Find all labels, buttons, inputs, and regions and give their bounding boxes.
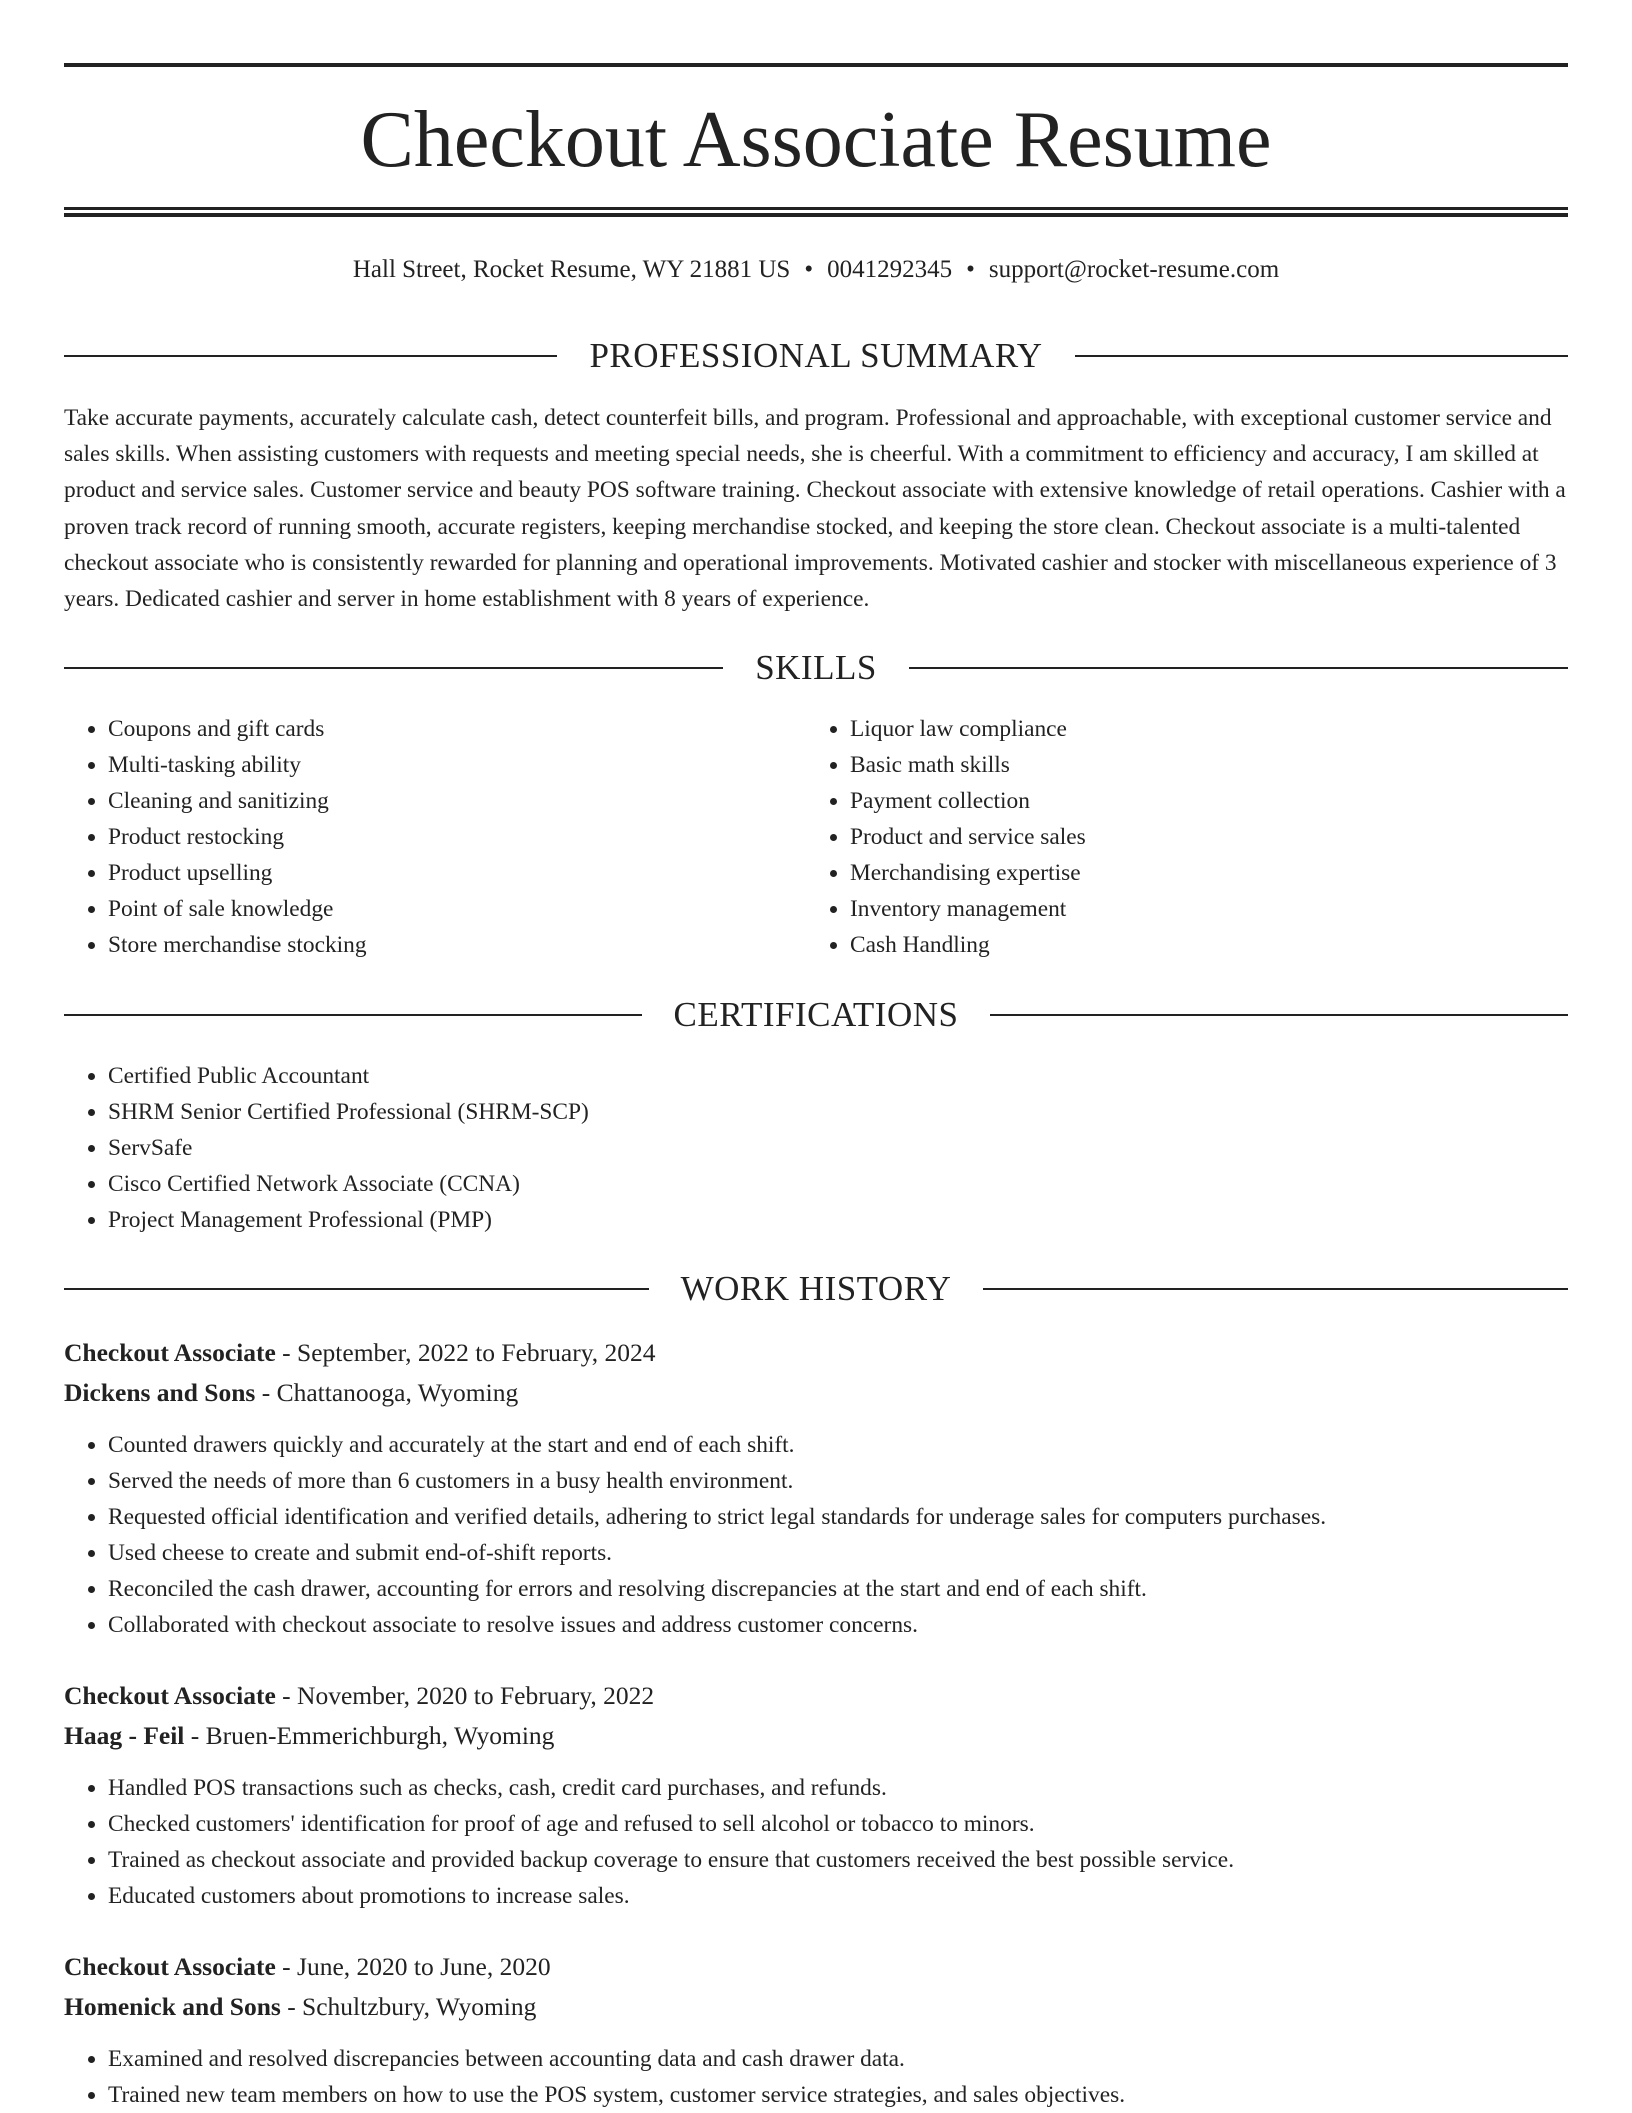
- section-title: CERTIFICATIONS: [673, 995, 959, 1034]
- job-location: - Schultzbury, Wyoming: [280, 1992, 537, 2021]
- list-item: • Liquor law compliance: [850, 711, 1086, 747]
- heading-rule: [64, 667, 723, 669]
- heading-rule: [909, 667, 1568, 669]
- job-location: - Chattanooga, Wyoming: [255, 1378, 519, 1407]
- list-item: • Served the needs of more than 6 customers in a busy health environment.: [108, 1463, 1568, 1499]
- section-heading-skills: [64, 646, 1568, 690]
- job-title: Checkout Associate: [64, 1338, 276, 1367]
- list-item: • Educated customers about promotions to increase sales.: [108, 1878, 1568, 1914]
- heading-rule: [990, 1014, 1568, 1016]
- section-title: PROFESSIONAL SUMMARY: [589, 336, 1043, 375]
- job-duties-list: [64, 1770, 1568, 1914]
- job-title-line: [64, 1676, 1568, 1716]
- skills-list-left: [64, 711, 367, 963]
- heading-rule: [64, 355, 557, 357]
- list-item: • Merchandising expertise: [850, 855, 1086, 891]
- heading-rule: [983, 1288, 1568, 1290]
- certifications-list: [64, 1058, 589, 1238]
- job-title-line: [64, 1333, 1568, 1373]
- job-company: Dickens and Sons: [64, 1378, 256, 1407]
- list-item: • Collaborated with checkout associate to resolve issues and address customer concerns.: [108, 1607, 1568, 1643]
- heading-rule: [1075, 355, 1568, 357]
- skills-list-right: [806, 711, 1086, 963]
- heading-rule: [64, 1014, 642, 1016]
- list-item: • Point of sale knowledge: [108, 891, 367, 927]
- job-duties-list: [64, 1427, 1568, 1643]
- job-location: - Bruen-Emmerichburgh, Wyoming: [184, 1721, 555, 1750]
- top-rule: [64, 63, 1568, 67]
- list-item: • Used cheese to create and submit end-of-shift reports.: [108, 1535, 1568, 1571]
- list-item: • Store merchandise stocking: [108, 927, 367, 963]
- section-heading-work-history: [64, 1267, 1568, 1311]
- page-title: Checkout Associate Resume: [360, 96, 1272, 184]
- job-company: Haag - Feil: [64, 1721, 185, 1750]
- contact-separator: •: [804, 256, 814, 283]
- job-title: Checkout Associate: [64, 1952, 276, 1981]
- list-item: • Coupons and gift cards: [108, 711, 367, 747]
- section-title: SKILLS: [755, 648, 877, 687]
- list-item: • ServSafe: [108, 1130, 589, 1166]
- list-item: • Reconciled the cash drawer, accounting for errors and resolving discrepancies at the start and end of each shift.: [108, 1571, 1568, 1607]
- list-item: • Handled POS transactions such as checks, cash, credit card purchases, and refunds.: [108, 1770, 1568, 1806]
- list-item: • Project Management Professional (PMP): [108, 1202, 589, 1238]
- contact-address: Hall Street, Rocket Resume, WY 21881 US: [352, 256, 791, 283]
- job-dates: - June, 2020 to June, 2020: [275, 1952, 551, 1981]
- list-item: • Requested official identification and verified details, adhering to strict legal standards for underage sales for computers purchases.: [108, 1499, 1568, 1535]
- list-item: • Product restocking: [108, 819, 367, 855]
- list-item: • Product upselling: [108, 855, 367, 891]
- title-double-rule: [64, 207, 1568, 217]
- section-heading-summary: [64, 334, 1568, 378]
- list-item: • SHRM Senior Certified Professional (SHRM-SCP): [108, 1094, 589, 1130]
- list-item: • Cash Handling: [850, 927, 1086, 963]
- list-item: • Basic math skills: [850, 747, 1086, 783]
- section-heading-certifications: [64, 993, 1568, 1037]
- job-title: Checkout Associate: [64, 1681, 276, 1710]
- job-title-line: [64, 1947, 1568, 1987]
- list-item: • Checked customers' identification for proof of age and refused to sell alcohol or tobacco to minors.: [108, 1806, 1568, 1842]
- contact-line: [64, 252, 1568, 288]
- list-item: • Trained as checkout associate and provided backup coverage to ensure that customers received the best possible service.: [108, 1842, 1568, 1878]
- list-item: • Product and service sales: [850, 819, 1086, 855]
- section-title: WORK HISTORY: [680, 1269, 952, 1308]
- list-item: • Trained new team members on how to use the POS system, customer service strategies, and sales objectives.: [108, 2077, 1568, 2113]
- job-company-line: [64, 1373, 1568, 1413]
- job-company-line: [64, 1987, 1568, 2027]
- list-item: • Cleaning and sanitizing: [108, 783, 367, 819]
- job-company-line: [64, 1716, 1568, 1756]
- list-item: • Certified Public Accountant: [108, 1058, 589, 1094]
- summary-text: Take accurate payments, accurately calculate cash, detect counterfeit bills, and program. Professional and approachable, with exceptional customer service and sales skills. When assisting customers with requests and meeting special needs, she is cheerful. With a commitment to efficiency and accuracy, I am skilled at product and service sales. Customer service and beauty POS software training. Checkout associate with extensive knowledge of retail operations. Cashier with a proven track record of running smooth, accurate registers, keeping merchandise stocked, and keeping the store clean. Checkout associate is a multi-talented checkout associate who is consistently rewarded for planning and operational improvements. Motivated cashier and stocker with miscellaneous experience of 3 years. Dedicated cashier and server in home establishment with 8 years of experience.: [64, 405, 1566, 613]
- job-company: Homenick and Sons: [64, 1992, 281, 2021]
- list-item: • Examined and resolved discrepancies between accounting data and cash drawer data.: [108, 2041, 1568, 2077]
- list-item: • Inventory management: [850, 891, 1086, 927]
- list-item: • Cisco Certified Network Associate (CCNA): [108, 1166, 589, 1202]
- list-item: • Payment collection: [850, 783, 1086, 819]
- contact-phone: 0041292345: [827, 256, 953, 283]
- contact-email[interactable]: support@rocket-resume.com: [988, 256, 1280, 283]
- job-dates: - November, 2020 to February, 2022: [275, 1681, 655, 1710]
- contact-separator: •: [966, 256, 975, 283]
- job-duties-list: [64, 2041, 1568, 2113]
- list-item: • Counted drawers quickly and accurately at the start and end of each shift.: [108, 1427, 1568, 1463]
- list-item: • Multi-tasking ability: [108, 747, 367, 783]
- job-dates: - September, 2022 to February, 2024: [275, 1338, 656, 1367]
- heading-rule: [64, 1288, 649, 1290]
